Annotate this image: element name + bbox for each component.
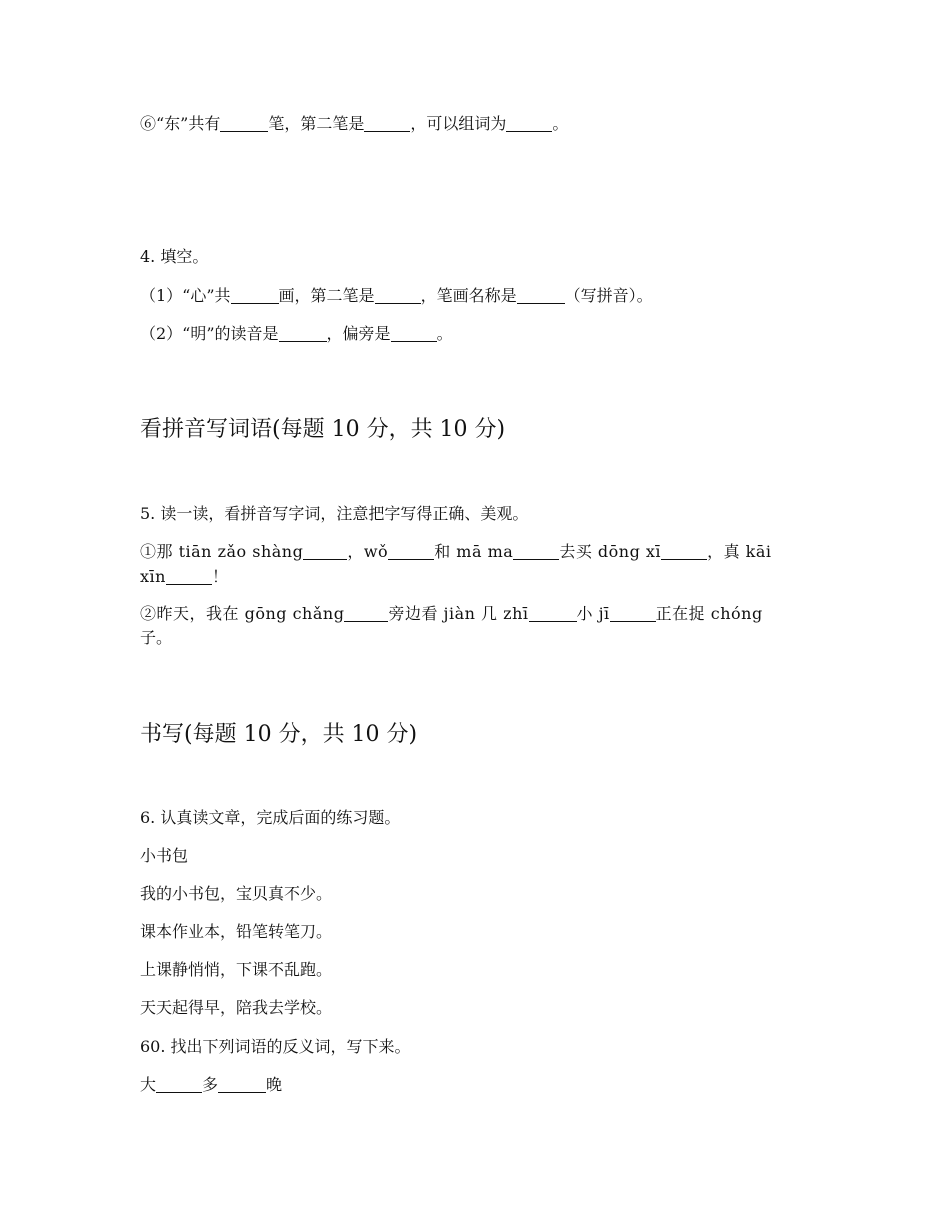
q5-title: 5. 读一读，看拼音写字词，注意把字写得正确、美观。 [140, 504, 529, 523]
q4-item2-text-2: ，偏旁是 [326, 324, 391, 343]
answer-blank[interactable] [303, 541, 347, 560]
q5-item2-text-4: 正在捉 chóng [655, 604, 763, 623]
q4-item1-text-1: （1）“心”共 [140, 286, 231, 305]
q4-item2-text-3: 。 [436, 324, 453, 343]
q5-item1-line2 [140, 565, 820, 589]
answer-blank[interactable] [166, 566, 212, 585]
answer-blank[interactable] [279, 323, 327, 342]
q3-item6 [140, 112, 820, 136]
q4-item2 [140, 322, 820, 346]
answer-blank[interactable] [513, 541, 559, 560]
answer-blank[interactable] [610, 603, 656, 622]
answer-blank[interactable] [218, 1074, 266, 1093]
answer-blank[interactable] [231, 285, 279, 304]
q3-item6-text-4: 。 [552, 114, 569, 133]
answer-blank[interactable] [517, 285, 565, 304]
answer-blank[interactable] [391, 323, 437, 342]
poem-line: 天天起得早，陪我去学校。 [140, 998, 333, 1017]
q5-item1-text-5: ，真 kāi [707, 542, 772, 561]
answer-blank[interactable] [506, 113, 552, 132]
q4-item1-text-4: （写拼音）。 [564, 286, 653, 305]
q5-item1-text-3: 和 mā ma [434, 542, 514, 561]
answer-blank[interactable] [529, 603, 577, 622]
q5-item1-text-4: 去买 dōng xī [559, 542, 662, 561]
q5-item2-line1 [140, 602, 820, 626]
section-heading-writing: 书写(每题 10 分，共 10 分) [140, 722, 418, 747]
q5-item2-text-1: ②昨天，我在 gōng chǎng [140, 604, 345, 623]
q4-title: 4. 填空。 [140, 247, 209, 266]
q5-item1-text-7: ！ [211, 567, 229, 586]
poem-title: 小书包 [140, 846, 189, 865]
poem-line: 上课静悄悄，下课不乱跑。 [140, 960, 333, 979]
q5-item2-text-3: 小 jī [576, 604, 610, 623]
q6-sub60-words [140, 1073, 820, 1097]
answer-blank[interactable] [220, 113, 268, 132]
q3-item6-text-2: 笔，第二笔是 [268, 114, 365, 133]
section-heading-pinyin: 看拼音写词语(每题 10 分，共 10 分) [140, 417, 506, 442]
q5-item1-text-6: xīn [140, 567, 166, 586]
poem-line: 我的小书包，宝贝真不少。 [140, 884, 333, 903]
q5-item2-text-2: 旁边看 jiàn 几 zhī [388, 604, 529, 623]
q3-item6-text-3: ，可以组词为 [410, 114, 507, 133]
answer-blank[interactable] [156, 1074, 202, 1093]
answer-blank[interactable] [364, 113, 410, 132]
antonym-word-3: 晚 [266, 1075, 283, 1094]
q5-item1-line1 [140, 540, 820, 564]
answer-blank[interactable] [344, 603, 388, 622]
q5-item1-text-2: ，wǒ [347, 542, 389, 561]
answer-blank[interactable] [375, 285, 421, 304]
q4-item2-text-1: （2）“明”的读音是 [140, 324, 279, 343]
q5-item1-text-1: ①那 tiān zǎo shàng [140, 542, 304, 561]
answer-blank[interactable] [661, 541, 707, 560]
q4-item1-text-2: 画，第二笔是 [278, 286, 375, 305]
answer-blank[interactable] [388, 541, 434, 560]
q4-item1-text-3: ，笔画名称是 [420, 286, 517, 305]
q5-item2-line2: 子。 [140, 628, 173, 647]
antonym-word-2: 多 [202, 1075, 219, 1094]
q6-sub60-title: 60. 找出下列词语的反义词，写下来。 [140, 1037, 411, 1056]
poem-line: 课本作业本，铅笔转笔刀。 [140, 922, 333, 941]
antonym-word-1: 大 [140, 1075, 157, 1094]
q6-title: 6. 认真读文章，完成后面的练习题。 [140, 808, 401, 827]
q4-item1 [140, 284, 820, 308]
q3-item6-text-1: ⑥“东”共有 [140, 114, 221, 133]
